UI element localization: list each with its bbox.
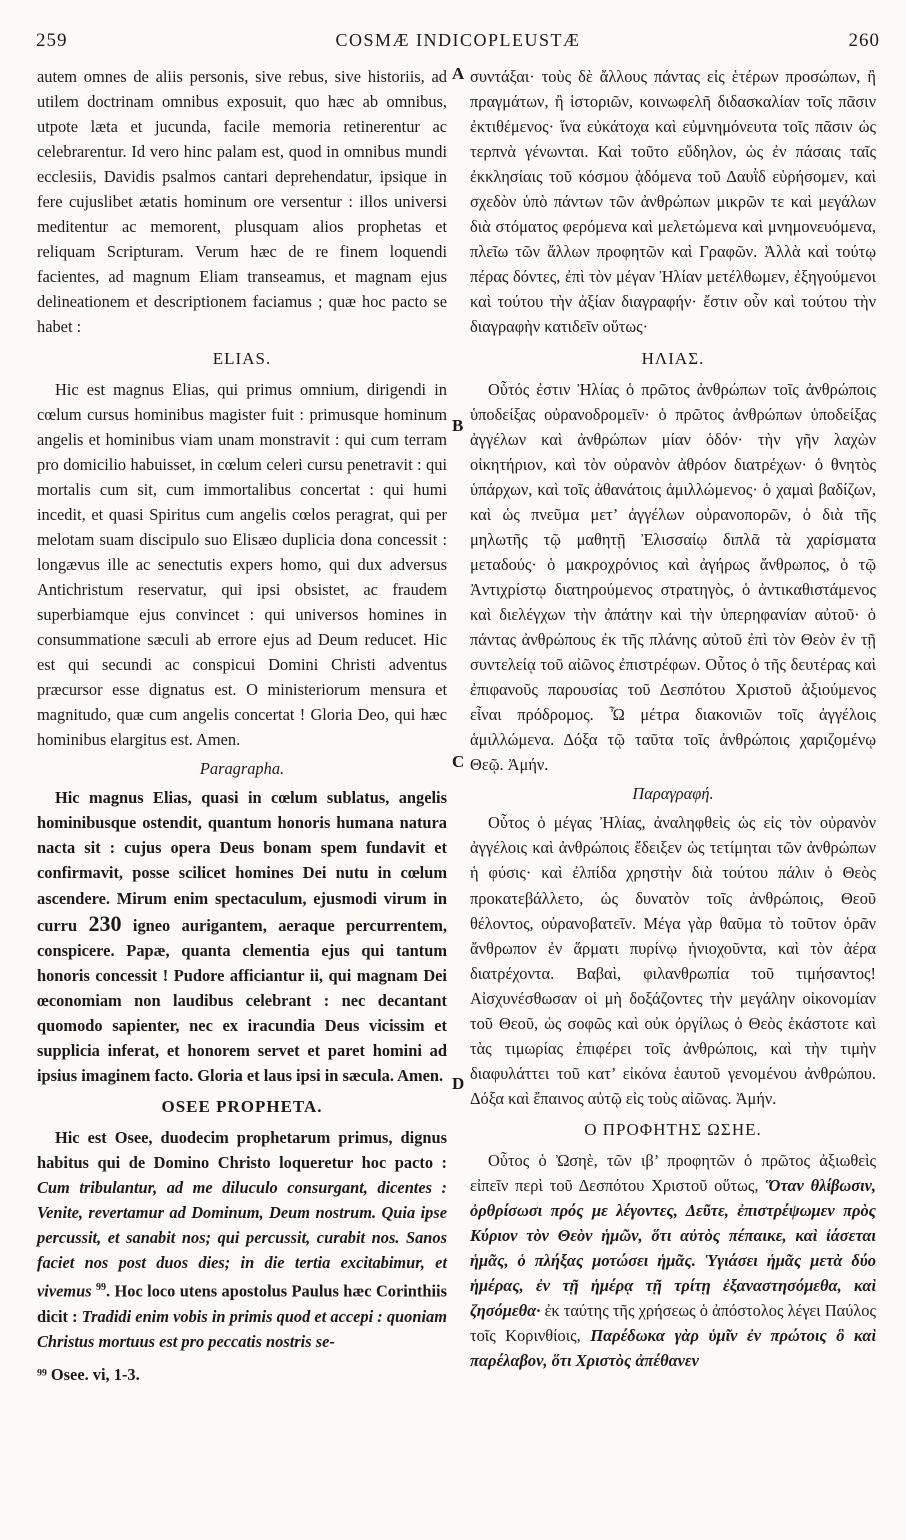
greek-osee-heading: Ο ΠΡΟΦΗΤΗΣ ΩΣΗΕ. xyxy=(584,1119,762,1139)
greek-paragraphe-heading: Παραγραφή. xyxy=(632,784,714,804)
column-number: 230 xyxy=(88,910,122,936)
running-title: COSMÆ INDICOPLEUSTÆ xyxy=(335,30,581,50)
greek-osee-text-a: Οὗτος ὁ Ὠσηὲ, τῶν ιβ’ προφητῶν ὁ πρῶτος ἀξιωθεὶς εἰπεῖν περὶ τοῦ Δεσπότου Χριστοῦ οὕτως, xyxy=(470,1150,876,1196)
footnote-mark: 99 xyxy=(96,1282,107,1294)
latin-paul-quote: Tradidi enim vobis in primis quod et accepi : quoniam Christus mortuus est pro peccatis nostris se- xyxy=(37,1306,447,1351)
latin-paragrapha-text-b: igneo aurigantem, aeraque percurrentem, conspicere. Papæ, quanta clementia ejus qui tantum honoris concessit ! Pudore afficiantur ii, qui magnam Dei œconomiam non laudibus celebrant : nec decantant quomodo sapienter, nec ex iracundia Deus vicissim et supplicia inferat, et honorem servet et paret homini ad ipsius imaginem facto. Gloria et laus ipsi in sæcula. Amen. xyxy=(37,915,447,1085)
latin-intro: autem omnes de aliis personis, sive rebus, sive historiis, ad utilem doctrinam omnibus exposuit, quo hæc ab omnibus, utpote læta et jucunda, facile memoria retinerentur ac celebrarentur. Id vero hinc palam est, quod in omnibus mundi ecclesiis, Davidis psalmos cantari deprehendatur, ipsique in fere cujuslibet ætatis hominum ore versentur : illos universi meditentur ac memorent, plusquam alios prophetas et reliquam Scripturam. Verum hæc de re finem loquendi facientes, ad magnum Eliam transeamus, et magnam ejus delineationem et descriptionem faciamus ; quæ hoc pacto se habet : xyxy=(37,67,447,337)
left-page-number: 259 xyxy=(36,30,68,51)
greek-paragraphe-text: Οὗτος ὁ μέγας Ἠλίας, ἀναληφθεὶς ὡς εἰς τὸν οὐρανὸν ἀγγέλοις καὶ ἀνθρώποις ἔδειξεν ὡς τετίμηται τῶν ἀνθρώπων ἡ φύσις· καὶ ἐλπίδα χρηστὴν διὰ τούτου πάλιν ὁ Θεὸς προκατεβάλλετο, ὡς δυνατὸν τοῖς ἀνθρώποις, Θεοῦ θέλοντος, οὐρανοβατεῖν. Μέγα γὰρ θαῦμα τὸ τοῦτον ὁρᾶν ἄνθρωπον ἐν ἅρματι πυρίνῳ ἡνιοχοῦντα, καὶ τὸν ἀέρα διατρέχοντα. Βαβαὶ, φιλανθρωπία τοῦ τιμήσαντος! Αἰσχυνέσθωσαν οἱ μὴ δοξάζοντες τὴν μεγάλην οἰκονομίαν τοῦ Θεοῦ, ὡς σοφῶς καὶ οὐκ ὀργίλως ὁ Θεὸς ἑκάστοτε καὶ τὰς τιμωρίας ἐπιφέρει τοῖς ἀνθρώποις, καὶ τὴν τιμὴν διαφυλάττει τοῦ κατ’ εἰκόνα ἑαυτοῦ γενομένου ἀνθρώπου. Δόξα καὶ ἔπαινος αὐτῷ εἰς τοὺς αἰῶνας. Ἀμήν. xyxy=(470,813,876,1108)
greek-paul-quote: Παρέδωκα γὰρ ὑμῖν ἐν πρώτοις ὃ καὶ παρέλαβον, ὅτι Χριστὸς ἀπέθανεν xyxy=(470,1326,876,1371)
right-page-number: 260 xyxy=(848,30,880,51)
latin-paragrapha-text xyxy=(37,785,447,1088)
greek-osee-text-b: ἐκ ταύτης τῆς χρήσεως ὁ ἀπόστολος λέγει Παύλος τοῖς Κορινθίοις, xyxy=(470,1301,876,1346)
greek-column xyxy=(470,64,876,1373)
greek-osee-quote: Ὅταν θλίβωσιν, ὀρθρίσωσι πρός με λέγοντες, Δεῦτε, ἐπιστρέψωμεν πρὸς Κύριον τὸν Θεὸν ἡμῶν, ὅτι αὐτὸς πέπαικε, καὶ ἰάσεται ἡμᾶς, ὁ πλήξας μοτώσει ἡμᾶς. Ὑγιάσει ἡμᾶς μετὰ δύο ἡμέρας, ἐν τῇ ἡμέρᾳ τῇ τρίτῃ ἐξαναστησόμεθα, καὶ ζησόμεθα· xyxy=(470,1176,877,1321)
latin-paragrapha-heading: Paragrapha. xyxy=(199,759,285,779)
latin-osee-heading: OSEE PROPHETA. xyxy=(161,1096,323,1116)
latin-column xyxy=(37,64,447,1387)
latin-osee-text-a: Hic est Osee, duodecim prophetarum primus, dignus habitus qui de Domino Christo loqueretur hoc pacto : xyxy=(37,1127,447,1172)
latin-osee-text-b: . Hoc loco utens apostolus Paulus hæc Corinthiis dicit : xyxy=(37,1281,447,1326)
margin-letter-d: D xyxy=(452,1074,465,1093)
latin-paragrapha-text-a: Hic magnus Elias, quasi in cœlum sublatus, angelis hominibusque ostendit, quantum honoris humana natura nacta sit : cujus opera Deus bonam spem fundavit et confirmavit, posse scilicet homines Dei nutu in cœlum ascendere. Mirum enim spectaculum, ejusmodi virum in curru xyxy=(37,788,447,935)
margin-letter-a: A xyxy=(452,64,465,83)
latin-elias-text: Hic est magnus Elias, qui primus omnium, dirigendi in cœlum cursus hominibus magister fuit : primusque hominum angelis et hominibus viam unam monstravit : qui cum terram pro domicilio habuisset, in cœlum celeri cursu penetravit : qui mortalis cum sit, cum immortalibus concertat : qui humi incedit, et quasi Spiritus cum angelis cœlos peragrat, qui per melotam suam discipulo suo Elisæo duplicia dona concessit : longævus ille ac senectutis expers homo, qui dux adversus Antichristum reservatur, qui ipsi obsistet, ac fraudem superbiamque ejus convincet : qui universos homines in consummatione sæculi ab errore ejus ad Deum reducet. Hic est qui secundi ac conspicui Domini Christi adventus præcursor esse dignatus est. O ministeriorum mensura et magnitudo, quæ cum angelis concertat ! Gloria Deo, qui hæc hominibus elargitus est. Amen. xyxy=(37,379,447,750)
greek-intro: συντάξαι· τοὺς δὲ ἄλλους πάντας εἰς ἑτέρων προσώπων, ἢ πραγμάτων, ἢ ἱστοριῶν, κοινωφελῆ διδασκαλίαν τοῖς πᾶσιν ἐκτιθέμενος· ἵνα εὐκάτοχα καὶ εὐμνημόνευτα τοῖς πᾶσιν ὡς τερπνὰ γένωνται. Καὶ τοῦτο εὔδηλον, ὡς ἐν πάσαις ταῖς ἐκκλησίαις τοῦ κόσμου ᾀδόμενα τοῦ Δαυῒδ εὑρήσομεν, καὶ σχεδὸν ὑπὸ πάντων τῶν ἀνθρώπων μικρῶν τε καὶ μεγάλων διὰ στόματος φερόμενα καὶ μελετώμενα καὶ μνημονευόμενα, πλεῖω τῶν ἄλλων προφητῶν καὶ Γραφῶν. Ἀλλὰ καὶ τούτῳ πέρας δόντες, ἐπὶ τὸν μέγαν Ἠλίαν μετέλθωμεν, ἐξηγούμενοι καὶ τούτου τὴν ἀξίαν διαγραφήν· ἔστιν οὖν καὶ τούτου τὴν διαγραφὴν κατιδεῖν οὕτως· xyxy=(470,67,876,337)
margin-letter-c: C xyxy=(452,752,465,771)
greek-elias-text: Οὗτός ἐστιν Ἠλίας ὁ πρῶτος ἀνθρώπων τοῖς ἀνθρώποις ὑποδείξας οὐρανοδρομεῖν· ὁ πρῶτος ἀνθρώπων ὑποδείξας ἀγγέλων καὶ ἀνθρώπων μίαν ὁδόν· τὴν γῆν λαχὼν οἰκητήριον, καὶ τὸν οὐρανὸν ἀθρόον διατρέχων· ὁ θνητὸς ὑπάρχων, καὶ τοῖς ἀθανάτοις ἁμιλλώμενος· ὁ χαμαὶ βαδίζων, καὶ ὡς πνεῦμα μετ’ ἀγγέλων οὐρανοπορῶν, ὁ διὰ τῆς μηλωτῆς τῷ μαθητῇ Ἐλισσαίῳ διπλᾶ τὰ χαρίσματα μεταδούς· ὁ μακροχρόνιος καὶ ἀγήρως ἄνθρωπος, ὁ τῷ Ἀντιχρίστῳ διατηρούμενος στρατηγὸς, ὁ ἀντικαθιστάμενος καὶ διελέγχων τὴν ἀπάτην καὶ τὴν ὑπερηφανίαν αὐτοῦ· ὁ πάντας ἀνθρώπους ἐκ τῆς πλάνης αὐτοῦ ἐπὶ τὸν Θεὸν ἐν τῇ συντελείᾳ τοῦ αἰῶνος ἐπιστρέφων. Οὗτος ὁ τῆς δευτέρας καὶ ἐπιφανοῦς παρουσίας τοῦ Δεσπότου Χριστοῦ ἀξιούμενος εἶναι πρόδρομος. Ὦ μέτρα διακονιῶν τοῖς ἀγγέλοις ἁμιλλώμενα. Δόξα τῷ ταῦτα τοῖς ἀνθρώποις χαριζομένῳ Θεῷ. Ἀμήν. xyxy=(470,379,876,775)
greek-elias-heading: ΗΛΙΑΣ. xyxy=(641,348,705,368)
margin-letter-b: B xyxy=(452,416,464,435)
latin-osee-quote: Cum tribulantur, ad me diluculo consurgant, dicentes : Venite, revertamur ad Dominum, Deum nostrum. Quia ipse percussit, et sanabit nos; qui percussit, curabit nos. Sanos faciet nos post duos dies; in die tertia excitabimur, et vivemus xyxy=(37,1178,447,1301)
latin-elias-heading: ELIAS. xyxy=(212,348,272,368)
footnote: ⁹⁹ Osee. vi, 1-3. xyxy=(37,1364,140,1384)
page-header xyxy=(36,30,880,64)
greek-osee-text xyxy=(470,1148,876,1373)
latin-osee-text xyxy=(37,1125,447,1354)
